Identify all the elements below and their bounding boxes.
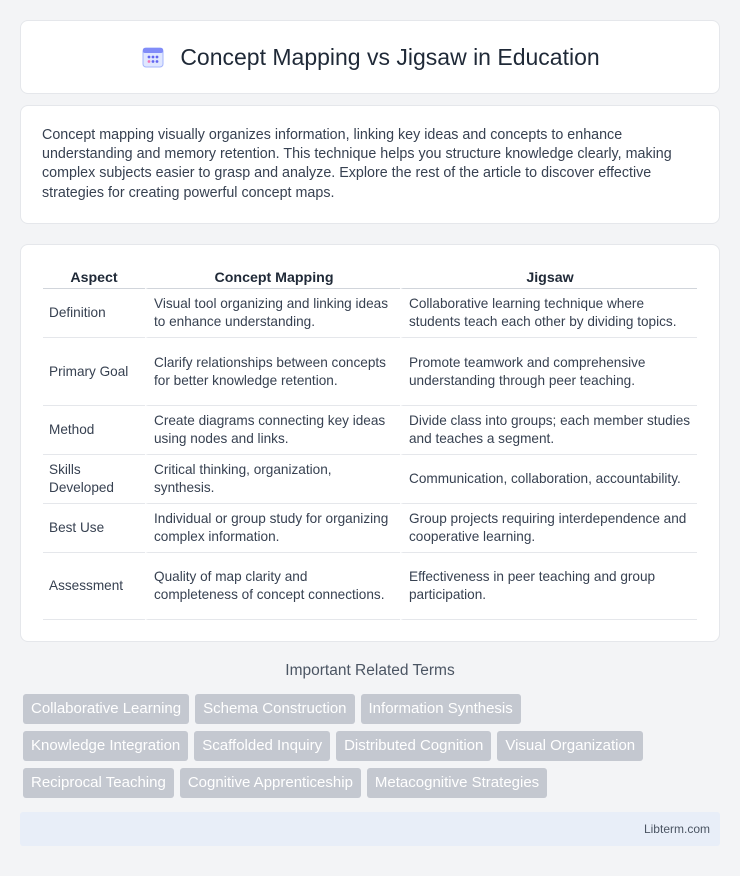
cell-concept-mapping: Create diagrams connecting key ideas using nodes and links. bbox=[145, 406, 400, 455]
table-row bbox=[43, 338, 697, 406]
intro-card bbox=[20, 105, 720, 224]
intro-paragraph: Concept mapping visually organizes information, linking key ideas and concepts to enhance understanding and memory retention. This technique helps you structure knowledge clearly, making complex subjects easier to grasp and analyze. Explore the rest of the article to discover effective strategies for creating powerful concept maps. bbox=[42, 127, 672, 201]
cell-jigsaw: Promote teamwork and comprehensive understanding through peer teaching. bbox=[400, 338, 697, 406]
cell-jigsaw: Divide class into groups; each member studies and teaches a segment. bbox=[400, 406, 697, 455]
tag-visual-organization[interactable]: Visual Organization bbox=[497, 731, 643, 761]
tag-collaborative-learning[interactable]: Collaborative Learning bbox=[23, 694, 189, 724]
table-row bbox=[43, 289, 697, 338]
cell-aspect: Assessment bbox=[43, 553, 145, 620]
title-card bbox=[20, 20, 720, 94]
footer-site-link[interactable]: Libterm.com bbox=[643, 822, 710, 836]
tag-knowledge-integration[interactable]: Knowledge Integration bbox=[23, 731, 188, 761]
tag-information-synthesis[interactable]: Information Synthesis bbox=[361, 694, 521, 724]
tag-distributed-cognition[interactable]: Distributed Cognition bbox=[336, 731, 491, 761]
cell-aspect: Skills Developed bbox=[43, 455, 145, 504]
cell-concept-mapping: Quality of map clarity and completeness of concept connections. bbox=[145, 553, 400, 620]
cell-aspect: Definition bbox=[43, 289, 145, 338]
cell-concept-mapping: Visual tool organizing and linking ideas to enhance understanding. bbox=[145, 289, 400, 338]
header-aspect: Aspect bbox=[43, 265, 145, 289]
tag-scaffolded-inquiry[interactable]: Scaffolded Inquiry bbox=[194, 731, 330, 761]
calendar-grid-icon bbox=[140, 44, 166, 70]
tag-schema-construction[interactable]: Schema Construction bbox=[195, 694, 354, 724]
tag-cognitive-apprenticeship[interactable]: Cognitive Apprenticeship bbox=[180, 768, 361, 798]
table-header-row bbox=[43, 265, 697, 289]
cell-concept-mapping: Clarify relationships between concepts for better knowledge retention. bbox=[145, 338, 400, 406]
related-terms-list bbox=[23, 694, 723, 805]
comparison-table bbox=[43, 265, 697, 620]
footer bbox=[20, 812, 720, 846]
tag-row bbox=[23, 731, 723, 761]
cell-concept-mapping: Critical thinking, organization, synthesis. bbox=[145, 455, 400, 504]
cell-jigsaw: Effectiveness in peer teaching and group participation. bbox=[400, 553, 697, 620]
cell-jigsaw: Communication, collaboration, accountability. bbox=[400, 455, 697, 504]
header-jigsaw: Jigsaw bbox=[400, 265, 697, 289]
cell-jigsaw: Group projects requiring interdependence and cooperative learning. bbox=[400, 504, 697, 553]
cell-jigsaw: Collaborative learning technique where students teach each other by dividing topics. bbox=[400, 289, 697, 338]
tag-metacognitive-strategies[interactable]: Metacognitive Strategies bbox=[367, 768, 547, 798]
table-row bbox=[43, 406, 697, 455]
related-terms-title: Important Related Terms bbox=[285, 662, 455, 679]
page-title: Concept Mapping vs Jigsaw in Education bbox=[180, 43, 600, 70]
header-concept-mapping: Concept Mapping bbox=[145, 265, 400, 289]
comparison-card bbox=[20, 244, 720, 642]
cell-aspect: Best Use bbox=[43, 504, 145, 553]
tag-row bbox=[23, 768, 723, 798]
cell-aspect: Primary Goal bbox=[43, 338, 145, 406]
table-row bbox=[43, 553, 697, 620]
tag-row bbox=[23, 694, 723, 724]
cell-aspect: Method bbox=[43, 406, 145, 455]
tag-reciprocal-teaching[interactable]: Reciprocal Teaching bbox=[23, 768, 174, 798]
table-row bbox=[43, 455, 697, 504]
table-row bbox=[43, 504, 697, 553]
cell-concept-mapping: Individual or group study for organizing complex information. bbox=[145, 504, 400, 553]
